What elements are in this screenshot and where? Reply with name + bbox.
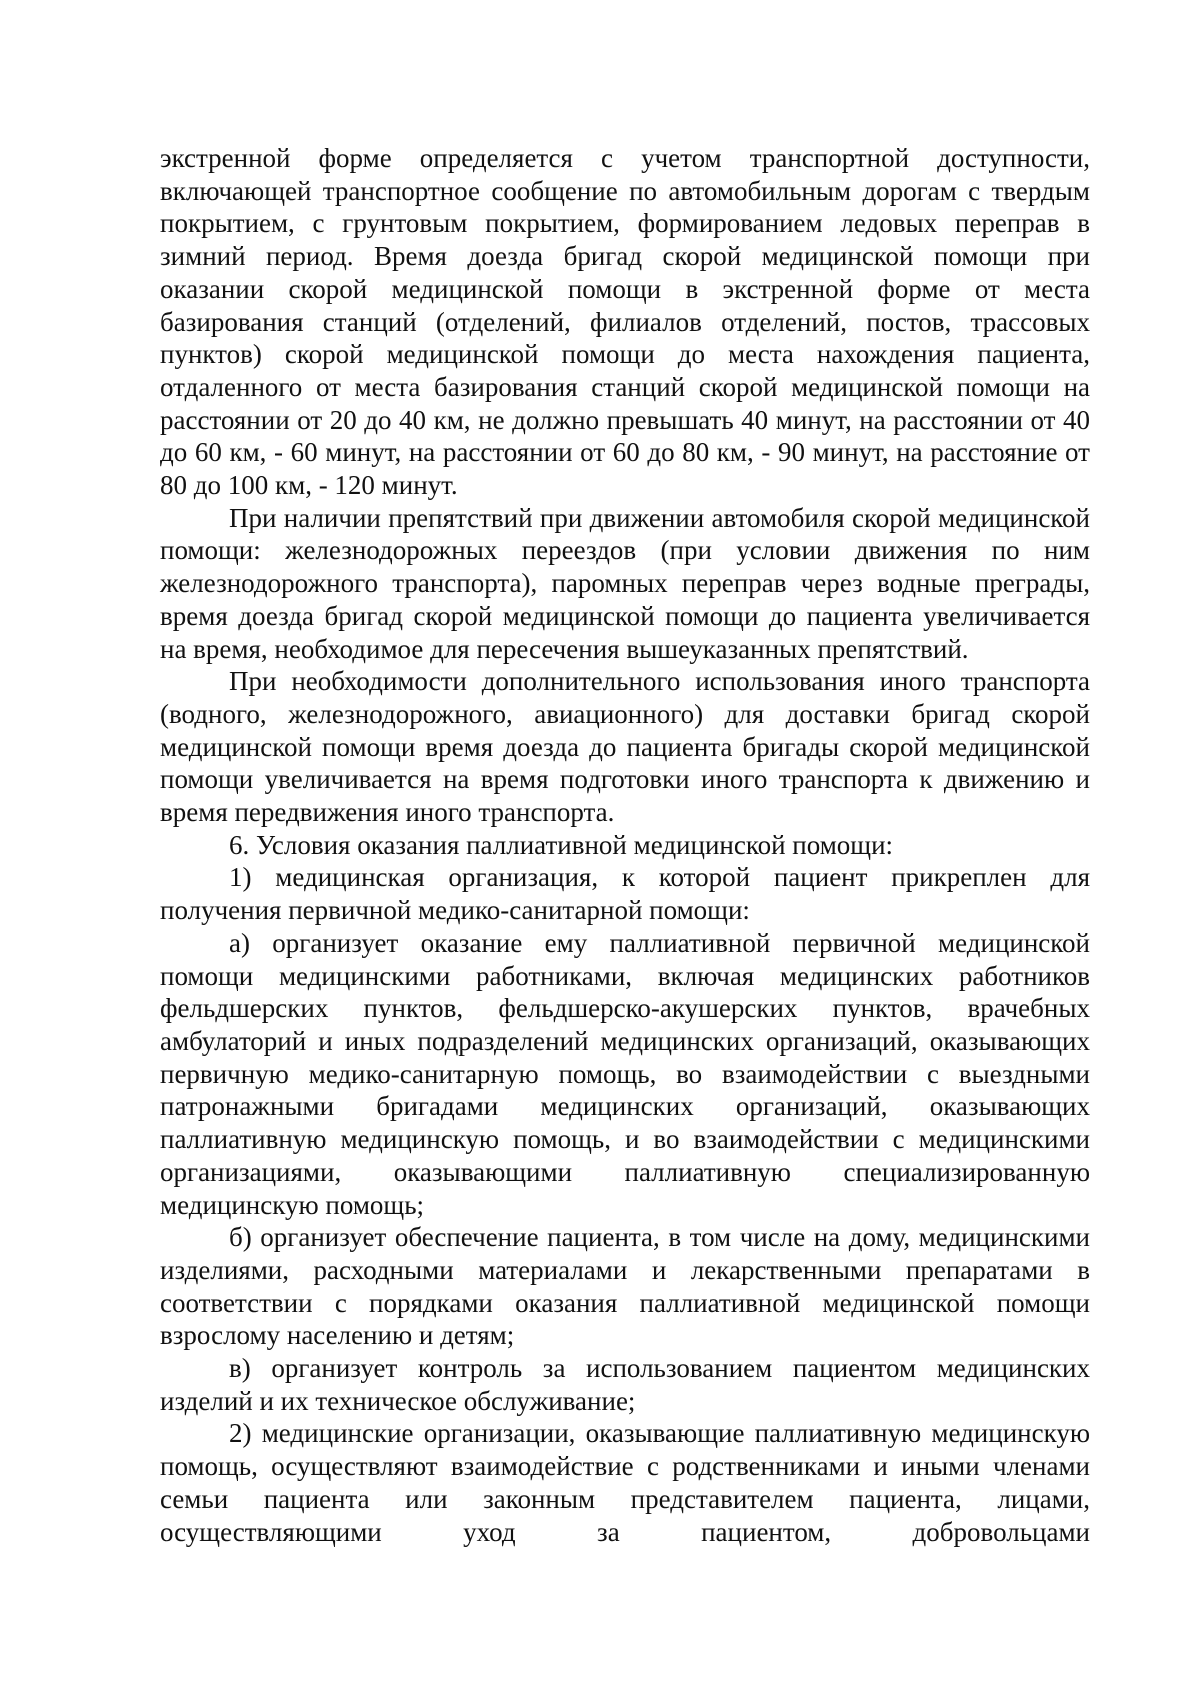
paragraph-item-1: 1) медицинская организация, к которой пациент прикреплен для получения первичной медико-санитарной помощи: xyxy=(160,862,1090,926)
paragraph-item-2: 2) медицинские организации, оказывающие паллиативную медицинскую помощь, осуществляют взаимодействие с родственниками и иными членами семьи пациента или законным представителем пациента, лицами, осуществляющими уход за пациентом, добровольцами xyxy=(160,1418,1090,1547)
paragraph-item-1b: б) организует обеспечение пациента, в том числе на дому, медицинскими изделиями, расходными материалами и лекарственными препаратами в соответствии с порядками оказания паллиативной медицинской помощи взрослому населению и детям; xyxy=(160,1222,1090,1351)
paragraph-section-6-heading: 6. Условия оказания паллиативной медицинской помощи: xyxy=(229,829,894,860)
paragraph-emergency-travel-time: экстренной форме определяется с учетом транспортной доступности, включающей транспортное сообщение по автомобильным дорогам с твердым покрытием, с грунтовым покрытием, формированием ледовых переправ в зимний период. Время доезда бригад скорой медицинской помощи при оказании скорой медицинской помощи в экстренной форме от места базирования станций (отделений, филиалов отделений, постов, трассовых пунктов) скорой медицинской помощи до места нахождения пациента, отдаленного от места базирования станций скорой медицинской помощи на расстоянии от 20 до 40 км, не должно превышать 40 минут, на расстоянии от 40 до 60 км, - 60 минут, на расстоянии от 60 до 80 км, - 90 минут, на расстояние от 80 до 100 км, - 120 минут. xyxy=(160,143,1090,501)
document-body xyxy=(160,142,1090,1548)
paragraph-item-1a: а) организует оказание ему паллиативной первичной медицинской помощи медицинскими работниками, включая медицинских работников фельдшерских пунктов, фельдшерско-акушерских пунктов, врачебных амбулаторий и иных подразделений медицинских организаций, оказывающих первичную медико-санитарную помощь, во взаимодействии с выездными патронажными бригадами медицинских организаций, оказывающих паллиативную медицинскую помощь, и во взаимодействии с медицинскими организациями, оказывающими паллиативную специализированную медицинскую помощь; xyxy=(160,927,1090,1220)
paragraph-other-transport: При необходимости дополнительного использования иного транспорта (водного, железнодорожного, авиационного) для доставки бригад скорой медицинской помощи время доезда до пациента бригады скорой медицинской помощи увеличивается на время подготовки иного транспорта к движению и время передвижения иного транспорта. xyxy=(160,666,1090,828)
paragraph-obstacles: При наличии препятствий при движении автомобиля скорой медицинской помощи: железнодорожных переездов (при условии движения по ним железнодорожного транспорта), паромных переправ через водные преграды, время доезда бригад скорой медицинской помощи до пациента увеличивается на время, необходимое для пересечения вышеуказанных препятствий. xyxy=(160,502,1090,664)
paragraph-item-1v: в) организует контроль за использованием пациентом медицинских изделий и их техническое обслуживание; xyxy=(160,1353,1090,1416)
